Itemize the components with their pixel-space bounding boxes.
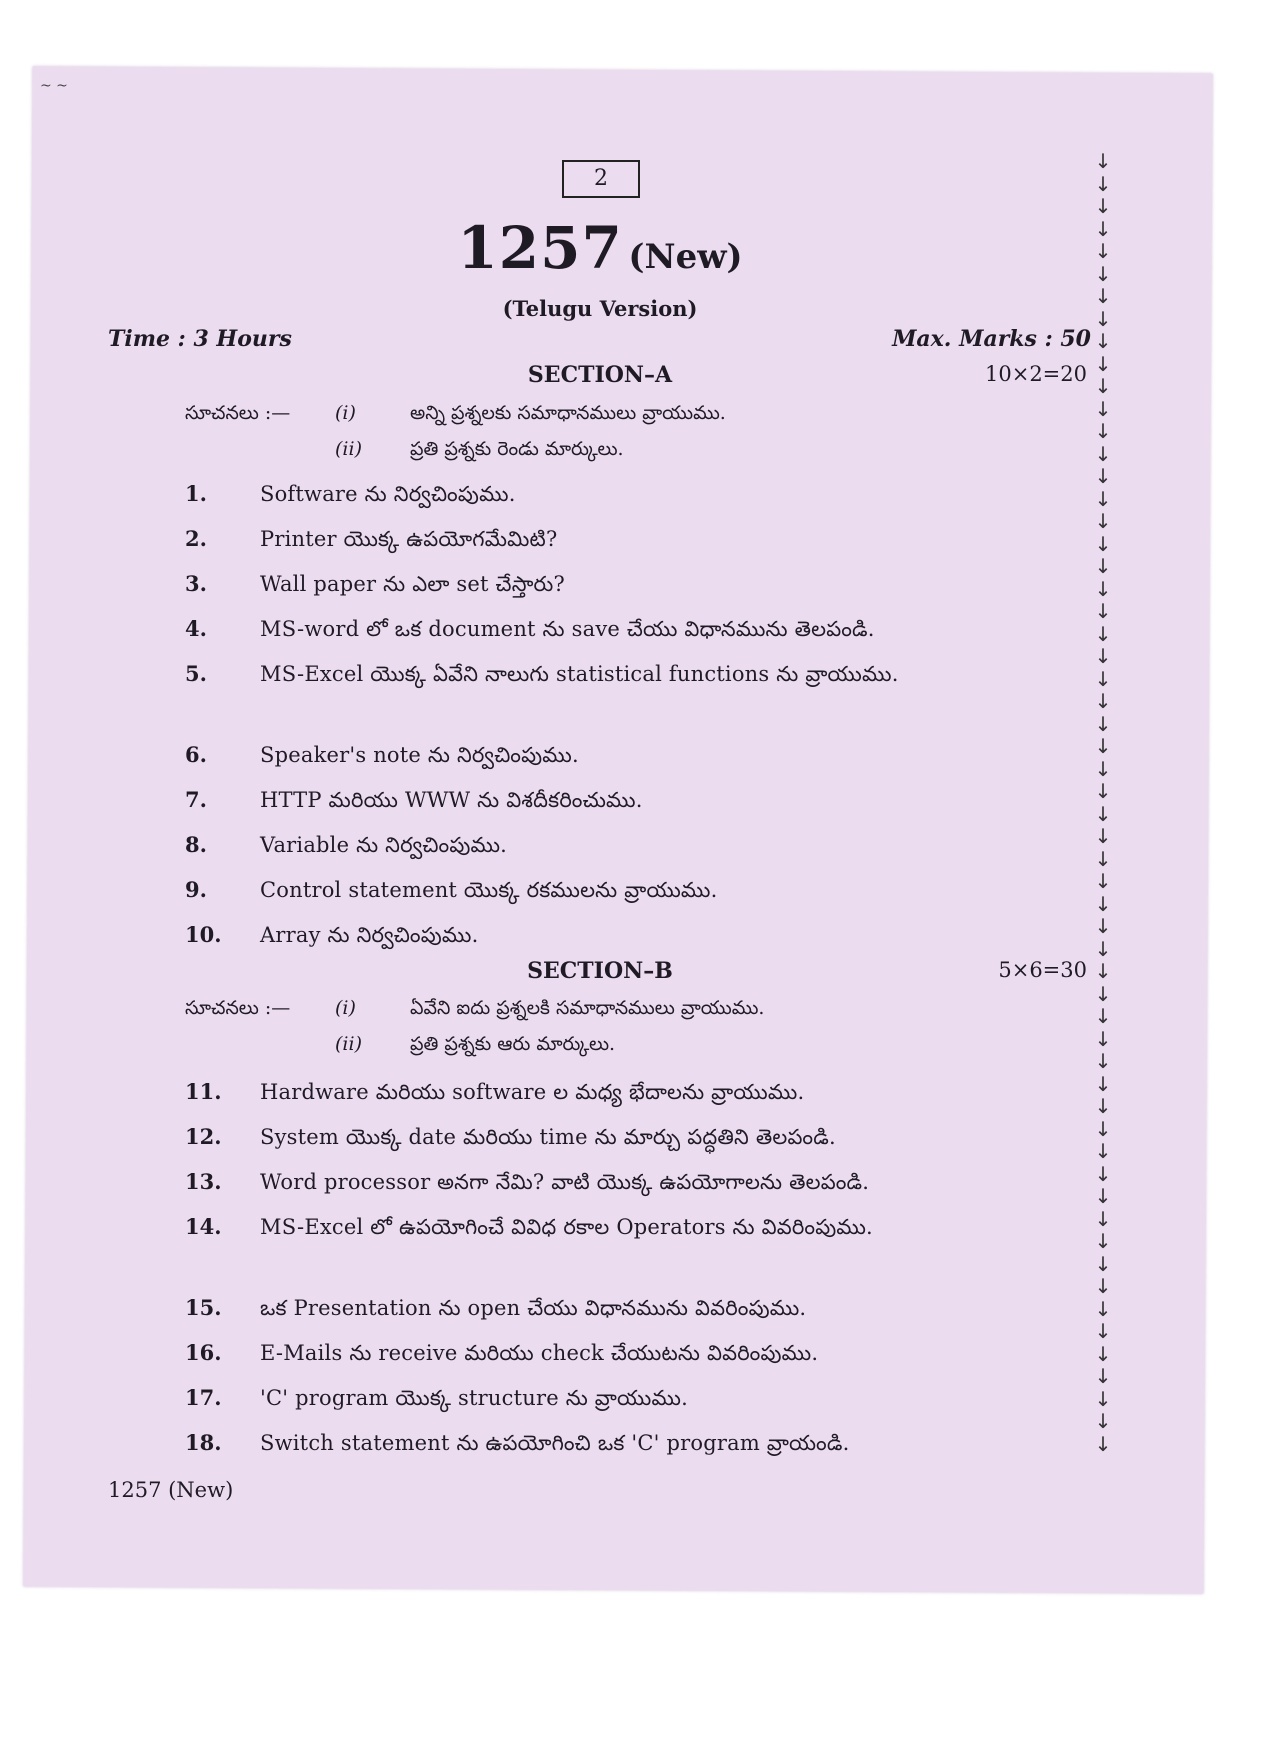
margin-arrow-icon: ↓ (1094, 644, 1112, 668)
margin-arrow-icon: ↓ (1094, 1161, 1112, 1186)
margin-arrow-icon: ↓ (1094, 891, 1112, 916)
margin-arrow-icon: ↓ (1094, 531, 1112, 556)
question-item (185, 1119, 1015, 1155)
margin-arrow-icon: ↓ (1094, 1409, 1112, 1433)
question-number: 9. (185, 877, 207, 902)
section-b-instructions (185, 997, 985, 1067)
instruction-text: అన్ని ప్రశ్నలకు సమాధానములు వ్రాయుము. (410, 402, 726, 424)
question-item (185, 827, 1015, 863)
margin-arrow-icon: ↓ (1094, 689, 1112, 713)
instruction-roman: (ii) (335, 1033, 362, 1055)
margin-arrow-icon: ↓ (1094, 149, 1112, 173)
margin-arrow-icon: ↓ (1094, 239, 1112, 263)
margin-arrow-icon: ↓ (1094, 1341, 1112, 1366)
question-number: 8. (185, 832, 207, 857)
margin-arrow-icon: ↓ (1094, 1319, 1112, 1343)
margin-arrow-icon: ↓ (1094, 261, 1112, 286)
margin-arrow-icon: ↓ (1094, 1206, 1112, 1231)
margin-arrow-icon: ↓ (1094, 1229, 1112, 1253)
margin-arrow-icon: ↓ (1094, 1071, 1112, 1096)
section-a-marks: 10×2=20 (985, 362, 1087, 386)
margin-arrow-icon: ↓ (1094, 621, 1112, 646)
section-b-title: SECTION–B (527, 958, 673, 984)
margin-arrow-icon: ↓ (1094, 419, 1112, 443)
instruction-roman: (i) (335, 402, 356, 424)
question-text: Word processor అనగా నేమి? వాటి యొక్క ఉపయోగాలను తెలపండి. (260, 1170, 870, 1194)
question-number: 7. (185, 787, 207, 812)
footer-paper-code: 1257 (New) (108, 1478, 234, 1502)
question-item (185, 566, 1015, 602)
question-text: E-Mails ను receive మరియు check చేయుటను వివరింపుము. (260, 1341, 819, 1365)
margin-arrow-icon: ↓ (1094, 779, 1112, 803)
margin-arrow-icon: ↓ (1094, 1251, 1112, 1276)
margin-arrow-icon: ↓ (1094, 1026, 1112, 1051)
question-number: 5. (185, 661, 207, 686)
margin-arrow-icon: ↓ (1094, 374, 1112, 398)
margin-arrow-icon: ↓ (1094, 194, 1112, 218)
question-number: 3. (185, 571, 207, 596)
margin-arrow-icon: ↓ (1094, 959, 1112, 983)
question-number: 6. (185, 742, 207, 767)
margin-arrow-icon: ↓ (1094, 509, 1112, 533)
question-item (185, 1290, 1015, 1326)
question-text: Printer యొక్క ఉపయోగమేమిటి? (260, 527, 558, 551)
paper-code-suffix: (New) (628, 237, 743, 277)
instruction-roman: (i) (335, 997, 356, 1019)
margin-arrow-icon: ↓ (1094, 914, 1112, 938)
margin-arrow-icon: ↓ (1094, 801, 1112, 826)
margin-arrow-icon: ↓ (1094, 599, 1112, 623)
instructions-label: సూచనలు :— (185, 402, 291, 424)
question-text: System యొక్క date మరియు time ను మార్చు పద్ధతిని తెలపండి. (260, 1125, 836, 1149)
question-text: Wall paper ను ఎలా set చేస్తారు? (260, 572, 565, 596)
margin-arrow-icon: ↓ (1094, 284, 1112, 308)
question-number: 17. (185, 1385, 222, 1410)
question-item (185, 1209, 965, 1245)
question-number: 12. (185, 1124, 222, 1149)
question-item (185, 1425, 1015, 1461)
page-number-box: 2 (562, 160, 640, 198)
margin-arrow-icon: ↓ (1094, 171, 1112, 196)
question-item (185, 521, 1015, 557)
margin-arrow-icon: ↓ (1094, 464, 1112, 488)
time-label: Time : 3 Hours (108, 326, 292, 352)
question-text: Hardware మరియు software ల మధ్య భేదాలను వ్రాయుము. (260, 1080, 805, 1104)
question-number: 1. (185, 481, 207, 506)
question-item (185, 782, 1015, 818)
margin-arrow-icon: ↓ (1094, 1296, 1112, 1321)
question-number: 4. (185, 616, 207, 641)
question-item (185, 872, 1015, 908)
margin-arrow-icon: ↓ (1094, 1049, 1112, 1073)
margin-arrow-column (1090, 150, 1116, 1455)
margin-arrow-icon: ↓ (1094, 486, 1112, 511)
question-text: Speaker's note ను నిర్వచింపుము. (260, 743, 579, 767)
margin-arrow-icon: ↓ (1094, 846, 1112, 871)
question-item (185, 1164, 1015, 1200)
question-text: MS-Excel లో ఉపయోగించే వివిధ రకాల Operators ను వివరింపుము. (260, 1215, 873, 1239)
margin-arrow-icon: ↓ (1094, 1364, 1112, 1388)
margin-arrow-icon: ↓ (1094, 981, 1112, 1006)
question-item (185, 1335, 1015, 1371)
paper-code: 1257 (457, 214, 623, 282)
margin-arrow-icon: ↓ (1094, 1116, 1112, 1141)
margin-arrow-icon: ↓ (1094, 1004, 1112, 1028)
version-label: (Telugu Version) (502, 296, 698, 321)
margin-arrow-icon: ↓ (1094, 554, 1112, 578)
margin-arrow-icon: ↓ (1094, 869, 1112, 893)
question-item (185, 656, 965, 692)
paper-code-title (0, 214, 1200, 282)
question-text: MS-Excel యొక్క ఏవేని నాలుగు statistical functions ను వ్రాయుము. (260, 662, 899, 686)
question-text: ఒక Presentation ను open చేయు విధానమును వివరింపుము. (260, 1296, 807, 1320)
margin-arrow-icon: ↓ (1094, 1139, 1112, 1163)
margin-arrow-icon: ↓ (1094, 1094, 1112, 1118)
question-text: Control statement యొక్క రకములను వ్రాయుము. (260, 878, 718, 902)
margin-arrow-icon: ↓ (1094, 329, 1112, 353)
question-number: 15. (185, 1295, 222, 1320)
question-text: Variable ను నిర్వచింపుము. (260, 833, 508, 857)
instruction-roman: (ii) (335, 438, 362, 460)
question-number: 16. (185, 1340, 222, 1365)
margin-arrow-icon: ↓ (1094, 216, 1112, 241)
margin-arrow-icon: ↓ (1094, 936, 1112, 961)
question-text: Software ను నిర్వచింపుము. (260, 482, 516, 506)
margin-arrow-icon: ↓ (1094, 1386, 1112, 1411)
question-text: Switch statement ను ఉపయోగించి ఒక 'C' program వ్రాయండి. (260, 1431, 850, 1455)
instruction-text: ప్రతి ప్రశ్నకు ఆరు మార్కులు. (410, 1033, 616, 1055)
margin-arrow-icon: ↓ (1094, 396, 1112, 421)
margin-arrow-icon: ↓ (1094, 756, 1112, 781)
margin-arrow-icon: ↓ (1094, 1274, 1112, 1298)
question-item (185, 476, 1015, 512)
question-number: 18. (185, 1430, 222, 1455)
question-text: HTTP మరియు WWW ను విశదీకరించుము. (260, 788, 643, 812)
margin-arrow-icon: ↓ (1094, 1431, 1112, 1456)
section-b-marks: 5×6=30 (998, 958, 1087, 982)
margin-arrow-icon: ↓ (1094, 576, 1112, 601)
question-text: Array ను నిర్వచింపుము. (260, 923, 479, 947)
question-item (185, 917, 1015, 953)
question-item (185, 1380, 1015, 1416)
instructions-label: సూచనలు :— (185, 997, 291, 1019)
corner-mark: ~ ~ (40, 78, 68, 94)
margin-arrow-icon: ↓ (1094, 351, 1112, 376)
question-number: 14. (185, 1214, 222, 1239)
section-a-title: SECTION–A (527, 362, 673, 388)
section-a-instructions (185, 402, 985, 472)
margin-arrow-icon: ↓ (1094, 1184, 1112, 1208)
question-number: 2. (185, 526, 207, 551)
margin-arrow-icon: ↓ (1094, 734, 1112, 758)
margin-arrow-icon: ↓ (1094, 441, 1112, 466)
instruction-text: ఏవేని ఐదు ప్రశ్నలకి సమాధానములు వ్రాయుము. (410, 997, 765, 1019)
question-number: 11. (185, 1079, 222, 1104)
margin-arrow-icon: ↓ (1094, 666, 1112, 691)
question-item (185, 611, 1015, 647)
margin-arrow-icon: ↓ (1094, 824, 1112, 848)
question-number: 10. (185, 922, 222, 947)
question-text: MS-word లో ఒక document ను save చేయు విధానమును తెలపండి. (260, 617, 875, 641)
question-text: 'C' program యొక్క structure ను వ్రాయుము. (260, 1386, 689, 1410)
max-marks-label: Max. Marks : 50 (892, 326, 1091, 352)
margin-arrow-icon: ↓ (1094, 306, 1112, 331)
question-number: 13. (185, 1169, 222, 1194)
question-item (185, 1074, 1015, 1110)
instruction-text: ప్రతి ప్రశ్నకు రెండు మార్కులు. (410, 438, 624, 460)
margin-arrow-icon: ↓ (1094, 711, 1112, 736)
question-item (185, 737, 1015, 773)
